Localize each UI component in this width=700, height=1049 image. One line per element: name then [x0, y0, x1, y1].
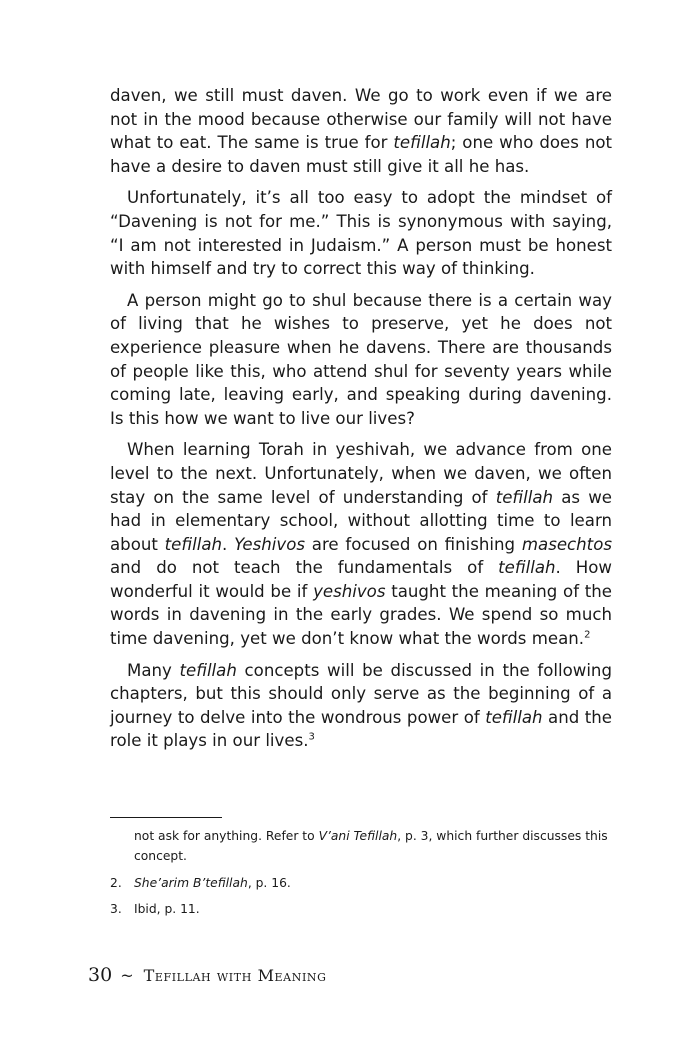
book-title: Tefillah with Meaning — [143, 966, 327, 985]
paragraph-2: Unfortunately, it’s all too easy to adopt the mindset of “Davening is not for me.” This is synonymous with saying, “I am not interested in Judaism.” A person must be honest with himself and try to correct this way of thinking. — [110, 188, 612, 279]
footnote-text: Ibid, p. 11. — [134, 901, 200, 916]
footnote-number: 2. — [110, 876, 122, 890]
paragraph-1: daven, we still must daven. We go to work even if we are not in the mood because otherwise our family will not have what to eat. The same is true for tefillah; one who does not have a desire to daven must still give it all he has. — [110, 86, 612, 176]
footnote-divider — [110, 817, 222, 818]
footnotes — [110, 827, 612, 925]
footnote-ref-3: 3 — [308, 731, 315, 743]
footnote-3 — [110, 900, 612, 920]
footnote-2 — [110, 874, 612, 894]
tilde-ornament-icon: ~ — [120, 966, 134, 985]
paragraph-5: Many tefillah concepts will be discussed in the following chapters, but this should only serve as the beginning of a journey to delve into the wondrous power of tefillah and the role it plays in our lives.$^3$ — [110, 660, 612, 751]
footnote-number: 3. — [110, 901, 122, 916]
paragraph-4: When learning Torah in yeshivah, we advance from one level to the next. Unfortunately, when we daven, we often stay on the same level of understanding of tefillah as we had in elementary school, without allotting time to learn about tefillah. Yeshivos are focused on finishing masechtos and do not teach the fundamentals of tefillah. How wonderful it would be if yeshivos taught the meaning of the words in davening in the early grades. We spend so much time davening, yet we don’t know what the words mean.$^2$ — [110, 440, 612, 649]
footnote-continued: not ask for anything. Refer to V’ani Tefillah, p. 3, which further discusses this concept. — [134, 829, 608, 863]
paragraph-3: A person might go to shul because there is a certain way of living that he wishes to preserve, yet he does not experience pleasure when he davens. There are thousands of people like this, who attend shul for seventy years while coming late, leaving early, and speaking during davening. Is this how we want to live our lives? — [110, 290, 612, 428]
footnote-ref-2: 2 — [584, 629, 591, 641]
running-footer — [88, 964, 327, 986]
page-number: 30 — [88, 964, 113, 986]
footnote-text: She’arim B’tefillah, p. 16. — [134, 876, 291, 890]
main-text — [110, 84, 612, 761]
